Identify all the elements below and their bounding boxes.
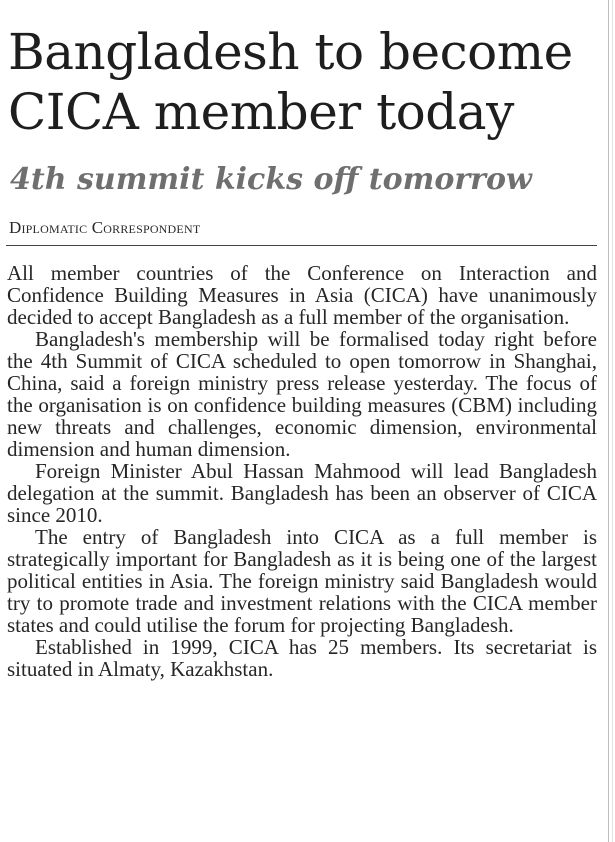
column-border-outer xyxy=(612,0,613,842)
headline-line-2: CICA member today xyxy=(8,83,514,141)
paragraph: Established in 1999, CICA has 25 members. Its secretariat is situated in Almaty, Kazakhstan. xyxy=(7,635,597,681)
headline-line-1: Bangladesh to become xyxy=(8,23,573,81)
paragraph: The entry of Bangladesh into CICA as a full member is strategically important for Bangladesh as it is being one of the largest political entities in Asia. The foreign ministry said Bangladesh would try to promote trade and investment relations with the CICA member states and could utilise the forum for projecting Bangladesh. xyxy=(7,525,597,637)
column-border xyxy=(608,0,609,842)
subheadline: 4th summit kicks off tomorrow xyxy=(10,162,532,197)
headline xyxy=(8,22,603,142)
byline-divider xyxy=(6,245,597,246)
article-body xyxy=(7,262,597,680)
byline: Diplomatic Correspondent xyxy=(9,218,201,237)
paragraph: All member countries of the Conference on Interaction and Confidence Building Measures in Asia (CICA) have unanimously decided to accept Bangladesh as a full member of the organisation. xyxy=(7,261,597,329)
paragraph: Bangladesh's membership will be formalised today right before the 4th Summit of CICA scheduled to open tomorrow in Shanghai, China, said a foreign ministry press release yesterday. The focus of the organisation is on confidence building measures (CBM) including new threats and challenges, economic dimension, environmental dimension and human dimension. xyxy=(7,327,597,461)
paragraph: Foreign Minister Abul Hassan Mahmood will lead Bangladesh delegation at the summit. Bangladesh has been an observer of CICA since 2010. xyxy=(7,459,597,527)
